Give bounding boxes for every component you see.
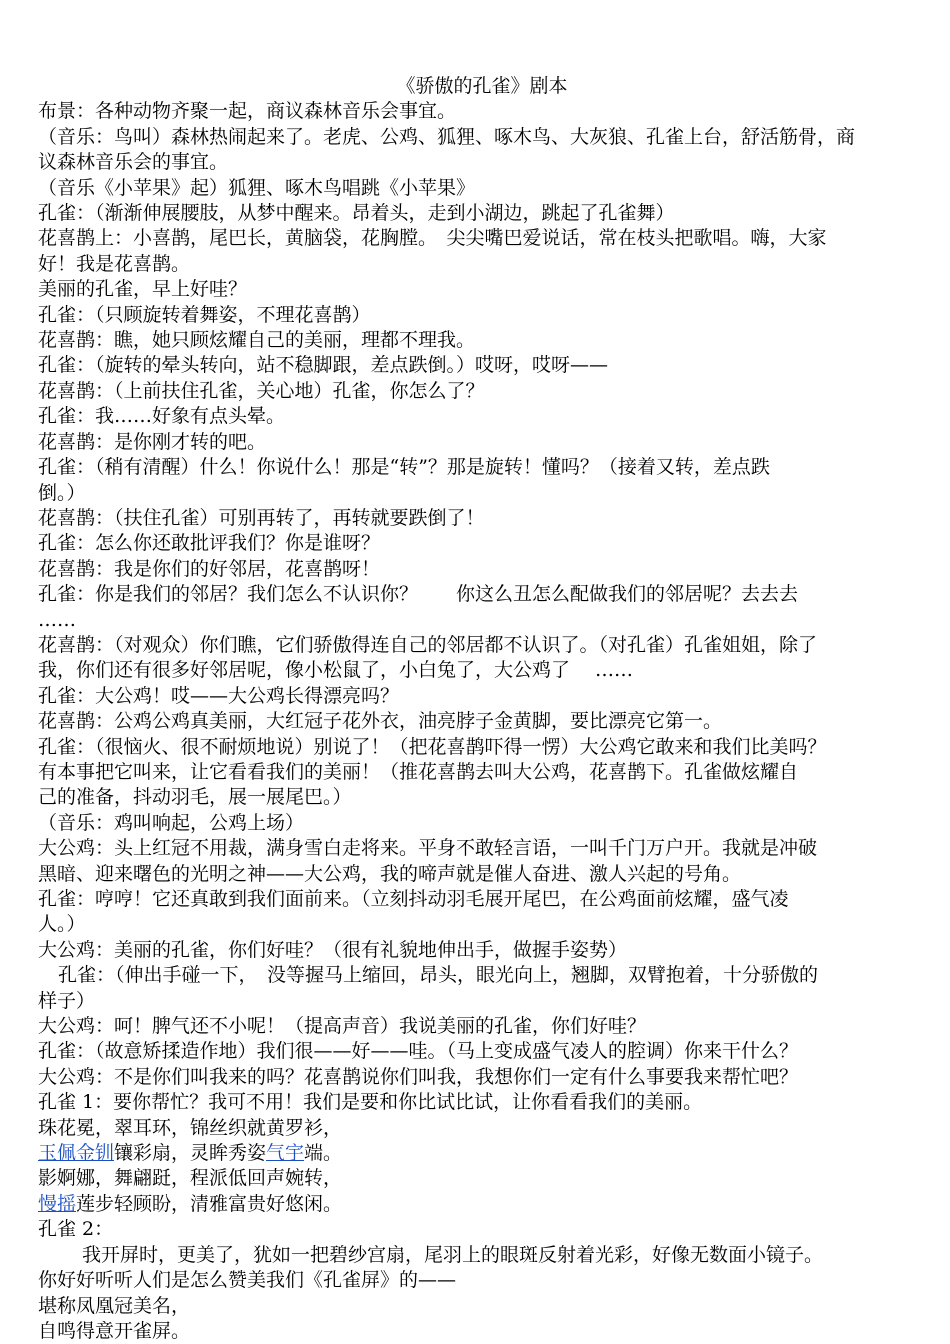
dialogue-line: 花喜鹊：（扶住孔雀）可别再转了，再转就要跌倒了！ [38, 506, 485, 529]
dialogue-line-cont: 样子） [38, 989, 96, 1012]
dialogue-line: 花喜鹊：公鸡公鸡真美丽，大红冠子花外衣，油亮脖子金黄脚，要比漂亮它第一。 [38, 710, 723, 733]
dialogue-line: 孔雀：（渐渐伸展腰肢，从梦中醒来。昂着头，走到小湖边，跳起了孔雀舞） [38, 202, 675, 225]
verse-text: 镶彩扇，灵眸秀姿 [114, 1142, 267, 1165]
dialogue-line: 大公鸡：美丽的孔雀，你们好哇？（很有礼貌地伸出手，做握手姿势） [38, 938, 628, 961]
dialogue-line: 孔雀：（很恼火、很不耐烦地说）别说了！（把花喜鹊吓得一愣）大公鸡它敢来和我们比美吗？ [38, 735, 827, 758]
dialogue-line-cont: 好！我是花喜鹊。 [38, 252, 191, 275]
verse-line: 影婀娜，舞翩跹，程派低回声婉转， [38, 1167, 343, 1190]
dialogue-line: 花喜鹊：是你刚才转的吧。 [38, 430, 267, 453]
dialogue-line: 大公鸡：头上红冠不用裁，满身雪白走将来。平身不敢轻言语，一叫千门万户开。我就是冲破 [38, 837, 818, 860]
dialogue-line: 我开屏时，更美了，犹如一把碧纱宫扇，尾羽上的眼斑反射着光彩，好像无数面小镜子。 [82, 1243, 824, 1266]
verse-text: 端。 [304, 1142, 343, 1165]
dialogue-line: 孔雀：我……好象有点头晕。 [38, 405, 286, 428]
stage-direction: （音乐《小苹果》起）狐狸、啄木鸟唱跳《小苹果》 [38, 176, 476, 199]
dialogue-line: 孔雀：你是我们的邻居？我们怎么不认识你？ 你这么丑怎么配做我们的邻居呢？去去去 [38, 583, 799, 606]
dialogue-line: 花喜鹊上：小喜鹊，尾巴长，黄脑袋，花胸膛。 尖尖嘴巴爱说话，常在枝头把歌唱。嗨，大家 [38, 227, 827, 250]
dialogue-line: 孔雀：（故意矫揉造作地）我们很——好——哇。（马上变成盛气凌人的腔调）你来干什么？ [38, 1040, 799, 1063]
dialogue-line-cont: 我，你们还有很多好邻居呢，像小松鼠了，小白兔了，大公鸡了 …… [38, 659, 634, 682]
dialogue-line: 孔雀：哼哼！它还真敢到我们面前来。（立刻抖动羽毛展开尾巴，在公鸡面前炫耀，盛气凌 [38, 888, 789, 910]
dialogue-line: 孔雀：（稍有清醒）什么！你说什么！那是“转”？那是旋转！懂吗？（接着又转，差点跌 [38, 456, 770, 479]
dialogue-line-cont: 有本事把它叫来，让它看看我们的美丽！（推花喜鹊去叫大公鸡，花喜鹊下。孔雀做炫耀自 [38, 760, 799, 783]
dialogue-line-cont: 人。） [38, 913, 86, 936]
hyperlink-manyao[interactable]: 慢摇 [38, 1192, 77, 1215]
hyperlink-qiyu[interactable]: 气宇 [266, 1142, 305, 1165]
dialogue-line: 孔雀：（旋转的晕头转向，站不稳脚跟，差点跌倒。）哎呀，哎呀—— [38, 354, 609, 377]
dialogue-line: 美丽的孔雀，早上好哇？ [38, 278, 248, 301]
stage-direction: （音乐：鸡叫响起，公鸡上场） [38, 811, 305, 834]
dialogue-line: 花喜鹊：（上前扶住孔雀，关心地）孔雀，你怎么了？ [38, 379, 485, 402]
dialogue-line: 孔雀：（伸出手碰一下， 没等握马上缩回，昂头，眼光向上，翘脚，双臂抱着，十分骄傲的 [58, 964, 819, 987]
dialogue-line-cont: …… [38, 608, 76, 631]
dialogue-line-cont: 黑暗、迎来曙色的光明之神——大公鸡，我的啼声就是催人奋进、激人兴起的号角。 [38, 862, 742, 885]
dialogue-line: 花喜鹊：瞧，她只顾炫耀自己的美丽，理都不理我。 [38, 329, 476, 352]
dialogue-line-cont: 倒。） [38, 481, 86, 504]
dialogue-line: 孔雀：大公鸡！哎——大公鸡长得漂亮吗？ [38, 684, 400, 707]
verse-line: 珠花冕，翠耳环，锦丝织就黄罗衫， [38, 1116, 343, 1139]
dialogue-line: 你好好听听人们是怎么赞美我们《孔雀屏》的—— [38, 1269, 457, 1292]
stage-setting: 布景：各种动物齐聚一起，商议森林音乐会事宜。 [38, 100, 457, 123]
dialogue-line: 大公鸡：呵！脾气还不小呢！（提高声音）我说美丽的孔雀，你们好哇？ [38, 1015, 647, 1038]
script-document [38, 74, 918, 1344]
verse-line [38, 1192, 918, 1217]
stage-direction-cont: 议森林音乐会的事宜。 [38, 151, 229, 174]
dialogue-line-cont: 己的准备，抖动羽毛，展一展尾巴。） [38, 786, 352, 809]
verse-line [38, 1141, 918, 1166]
dialogue-line: 花喜鹊：（对观众）你们瞧，它们骄傲得连自己的邻居都不认识了。（对孔雀）孔雀姐姐，除了 [38, 633, 818, 656]
dialogue-line: 孔雀：怎么你还敢批评我们？你是谁呀？ [38, 532, 381, 555]
speaker-label: 孔雀 2： [38, 1218, 114, 1241]
dialogue-line: 孔雀 1：要你帮忙？我可不用！我们是要和你比试比试，让你看看我们的美丽。 [38, 1091, 703, 1114]
verse-text: 莲步轻顾盼，清雅富贵好悠闲。 [76, 1192, 343, 1215]
document-title: 《骄傲的孔雀》剧本 [396, 75, 568, 97]
stage-direction: （音乐：鸟叫）森林热闹起来了。老虎、公鸡、狐狸、啄木鸟、大灰狼、孔雀上台，舒活筋骨，商 [38, 125, 856, 148]
dialogue-line: 孔雀：（只顾旋转着舞姿，不理花喜鹊） [38, 303, 371, 326]
dialogue-line: 花喜鹊：我是你们的好邻居，花喜鹊呀！ [38, 557, 381, 580]
hyperlink-yupeijinchuan[interactable]: 玉佩金钏 [38, 1142, 115, 1165]
dialogue-line: 大公鸡：不是你们叫我来的吗？花喜鹊说你们叫我，我想你们一定有什么事要我来帮忙吧？ [38, 1065, 799, 1088]
verse-line: 堪称凤凰冠美名， [38, 1294, 191, 1317]
verse-line: 自鸣得意开雀屏。 [38, 1319, 191, 1342]
